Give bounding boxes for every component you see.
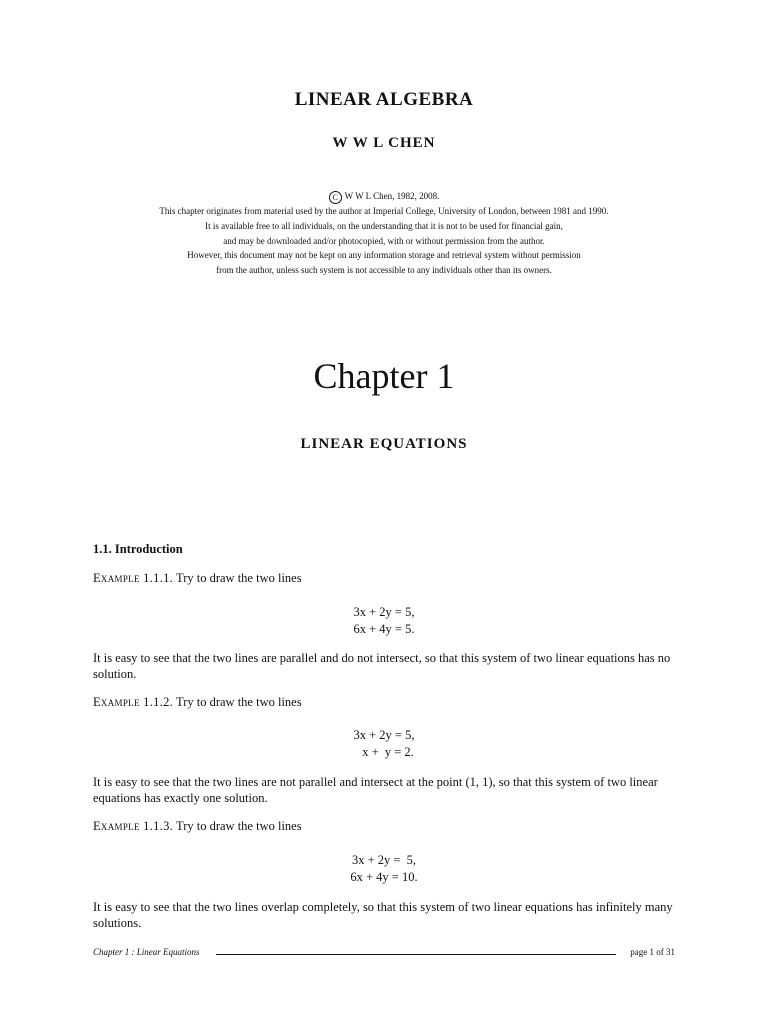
- equation: 6x + 4y = 10.: [350, 870, 418, 884]
- example-conclusion: It is easy to see that the two lines are parallel and do not intersect, so that this system of two linear equations has no solution.: [93, 651, 671, 681]
- page-number: page 1 of 31: [630, 947, 675, 957]
- copyright-line: [0, 189, 768, 204]
- example-conclusion: It is easy to see that the two lines are not parallel and intersect at the point (1, 1), so that this system of two linear equations has exactly one solution.: [93, 775, 658, 805]
- notice-line: This chapter originates from material used by the author at Imperial College, University of London, between 1981 and 1990.: [159, 206, 609, 216]
- example-intro: [93, 571, 675, 587]
- example-intro: [93, 819, 675, 835]
- equation: 3x + 2y = 5,: [353, 605, 415, 619]
- equation: 3x + 2y = 5,: [353, 728, 415, 742]
- equation: x + y = 2.: [362, 745, 414, 759]
- copyright-icon: C: [329, 191, 342, 204]
- notice-line: and may be downloaded and/or photocopied, with or without permission from the author.: [223, 235, 545, 246]
- document-author: W W L CHEN: [332, 135, 436, 151]
- copyright-text: W W L Chen, 1982, 2008.: [344, 191, 440, 201]
- equation: 6x + 4y = 5.: [353, 622, 415, 636]
- document-title: LINEAR ALGEBRA: [294, 89, 474, 110]
- chapter-heading: Chapter 1: [313, 356, 455, 396]
- page-footer: [93, 947, 675, 957]
- equation-system: [0, 604, 768, 638]
- example-intro-text: Try to draw the two lines: [176, 819, 302, 833]
- notice-line: from the author, unless such system is not accessible to any individuals other than its owners.: [216, 265, 552, 276]
- example-label: Example 1.1.3.: [93, 819, 174, 833]
- footer-rule: [216, 954, 617, 955]
- notice-line: However, this document may not be kept on any information storage and retrieval system without permission: [187, 250, 581, 261]
- example-label: Example 1.1.2.: [93, 695, 174, 709]
- equation-system: [0, 727, 768, 761]
- example-intro-text: Try to draw the two lines: [176, 695, 302, 709]
- copyright-notice: [0, 189, 768, 278]
- example-conclusion: It is easy to see that the two lines overlap completely, so that this system of two linear equations has infinitely many solutions.: [93, 900, 673, 930]
- section-heading: 1.1. Introduction: [93, 542, 183, 556]
- example-label: Example 1.1.1.: [93, 571, 174, 585]
- equation: 3x + 2y = 5,: [351, 853, 417, 867]
- example-intro-text: Try to draw the two lines: [176, 571, 302, 585]
- footer-chapter-label: Chapter 1 : Linear Equations: [93, 947, 200, 957]
- notice-line: It is available free to all individuals, on the understanding that it is not to be used for financial gain,: [205, 220, 563, 231]
- equation-system: [0, 852, 768, 886]
- example-intro: [93, 695, 675, 711]
- chapter-title: LINEAR EQUATIONS: [300, 436, 468, 452]
